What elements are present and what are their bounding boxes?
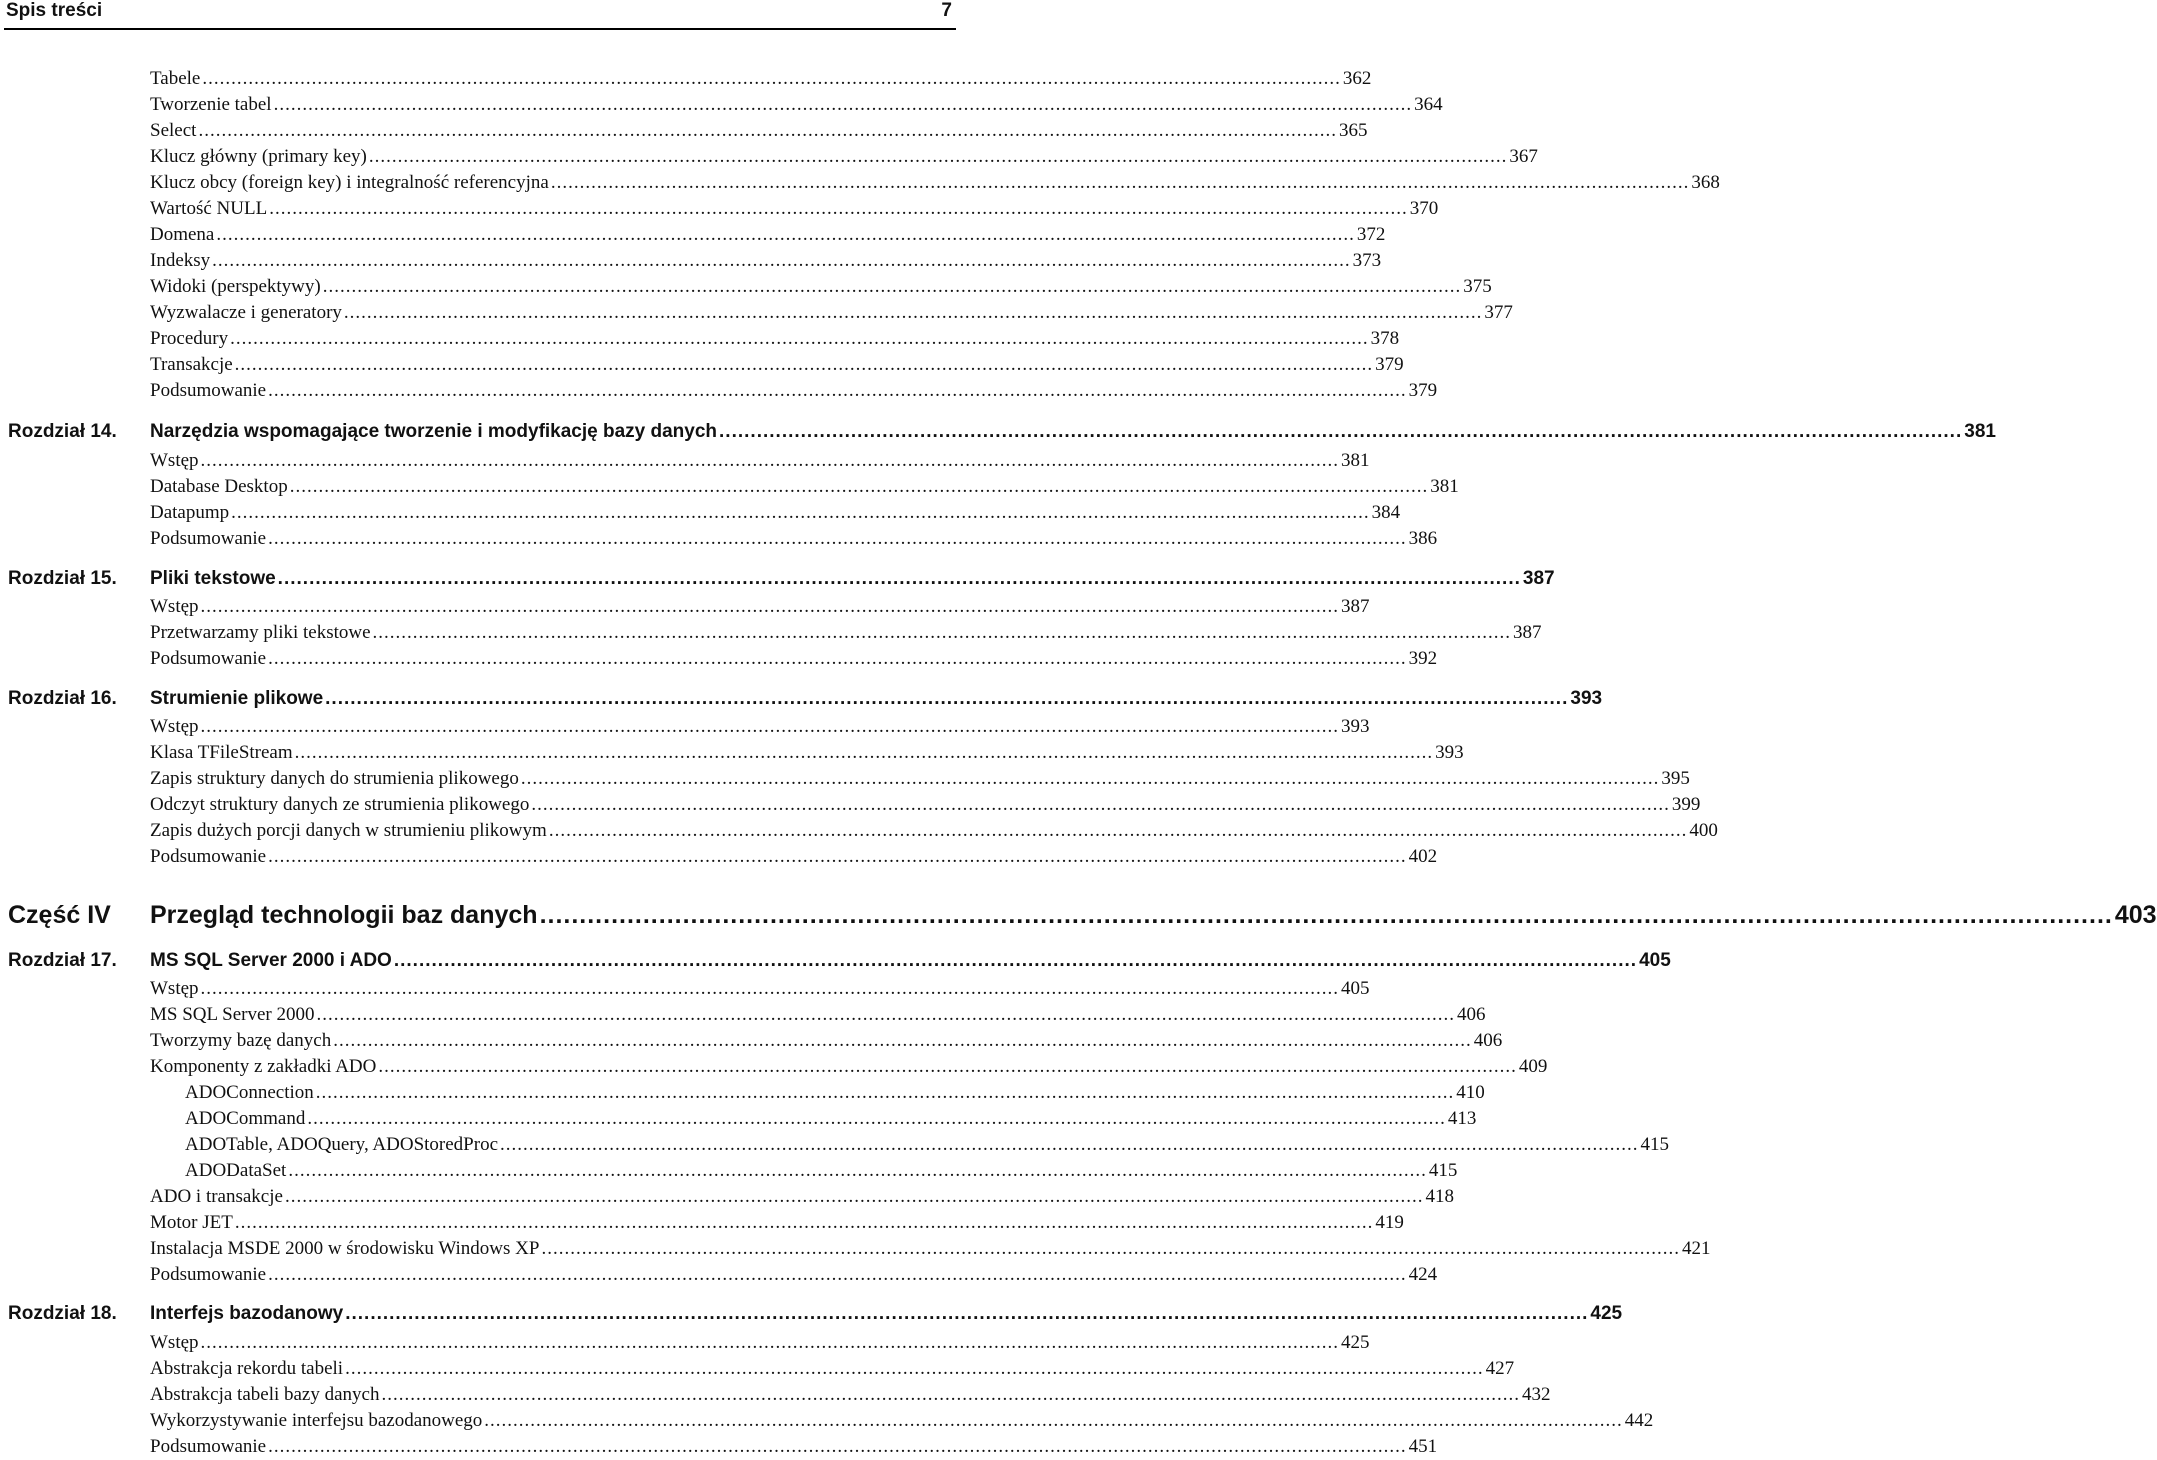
toc-section-entry xyxy=(150,326,1400,352)
entry-title: Domena xyxy=(150,224,215,245)
entry-page-number: 451 xyxy=(1408,1436,1438,1457)
entry-page-number: 381 xyxy=(1964,421,1996,442)
entry-title: Wstęp xyxy=(150,716,199,737)
entry-page-number: 399 xyxy=(1671,794,1701,815)
dot-leader: ...................................................................................................................................................................................................... xyxy=(200,450,1340,471)
entry-page-number: 375 xyxy=(1463,276,1492,297)
entry-page-number: 421 xyxy=(1681,1238,1711,1259)
dot-leader: ...................................................................................................................................................................................................... xyxy=(284,1186,1424,1207)
entry-page-number: 387 xyxy=(1341,596,1370,617)
entry-page-number: 372 xyxy=(1356,224,1386,245)
dot-leader: ...................................................................................................................................................................................................... xyxy=(345,1358,1484,1379)
entry-title: Podsumowanie xyxy=(150,1436,267,1457)
dot-leader: ...................................................................................................................................................................................................... xyxy=(198,120,1337,141)
dot-leader: ...................................................................................................................................................................................................... xyxy=(307,1108,1446,1129)
dot-leader: ...................................................................................................................................................................................................... xyxy=(372,622,1512,643)
entry-title: Procedury xyxy=(150,328,229,349)
toc-section-entry xyxy=(150,474,1459,500)
dot-leader: ...................................................................................................................................................................................................... xyxy=(200,596,1340,617)
dot-leader: ...................................................................................................................................................................................................... xyxy=(719,421,1963,442)
toc-section-entry xyxy=(150,620,1542,646)
entry-page-number: 368 xyxy=(1691,172,1720,193)
entry-title: Instalacja MSDE 2000 w środowisku Windows XP xyxy=(150,1238,540,1259)
toc-section-entry xyxy=(150,274,1492,300)
entry-title: Klucz obcy (foreign key) i integralność referencyjna xyxy=(150,172,549,193)
entry-title: MS SQL Server 2000 xyxy=(150,1004,315,1025)
entry-page-number: 406 xyxy=(1457,1004,1486,1025)
entry-title: ADO i transakcje xyxy=(150,1186,283,1207)
dot-leader: ...................................................................................................................................................................................................... xyxy=(315,1082,1455,1103)
dot-leader: ...................................................................................................................................................................................................... xyxy=(277,568,1521,589)
entry-title: Wyzwalacze i generatory xyxy=(150,302,342,323)
dot-leader: ...................................................................................................................................................................................................... xyxy=(378,1056,1517,1077)
toc-section-entry xyxy=(150,526,1438,552)
entry-page-number: 370 xyxy=(1409,198,1439,219)
toc-section-entry xyxy=(150,170,1720,196)
entry-page-number: 427 xyxy=(1485,1358,1515,1379)
dot-leader: ...................................................................................................................................................................................................... xyxy=(289,476,1429,497)
header-title: Spis treści xyxy=(6,0,103,21)
toc-section-entry xyxy=(150,1356,1515,1382)
entry-number: Rozdział 15. xyxy=(8,568,117,589)
dot-leader: ...................................................................................................................................................................................................... xyxy=(393,950,1638,971)
entry-title: Zapis dużych porcji danych w strumieniu plikowym xyxy=(150,820,547,841)
entry-title: ADOTable, ADOQuery, ADOStoredProc xyxy=(185,1134,498,1155)
dot-leader: ...................................................................................................................................................................................................... xyxy=(539,901,2113,929)
toc-section-entry xyxy=(150,1408,1654,1434)
entry-title: Narzędzia wspomagające tworzenie i modyfikację bazy danych xyxy=(150,421,718,442)
entry-title: Tworzenie tabel xyxy=(150,94,272,115)
toc-chapter-entry xyxy=(8,565,1555,593)
toc-part-entry xyxy=(8,898,2157,932)
entry-title: ADOConnection xyxy=(185,1082,314,1103)
toc-section-entry xyxy=(150,1054,1548,1080)
entry-page-number: 415 xyxy=(1640,1134,1669,1155)
entry-title: Zapis struktury danych do strumienia plikowego xyxy=(150,768,519,789)
dot-leader: ...................................................................................................................................................................................................... xyxy=(381,1384,1520,1405)
dot-leader: ...................................................................................................................................................................................................... xyxy=(268,846,1407,867)
entry-title: Wstęp xyxy=(150,596,199,617)
dot-leader: ...................................................................................................................................................................................................... xyxy=(520,768,1660,789)
dot-leader: ...................................................................................................................................................................................................... xyxy=(322,276,1462,297)
dot-leader: ...................................................................................................................................................................................................... xyxy=(234,354,1374,375)
toc-section-entry xyxy=(150,448,1370,474)
entry-page-number: 419 xyxy=(1375,1212,1404,1233)
entry-page-number: 409 xyxy=(1518,1056,1548,1077)
dot-leader: ...................................................................................................................................................................................................... xyxy=(200,716,1340,737)
entry-title: Przegląd technologii baz danych xyxy=(150,901,538,929)
entry-number: Rozdział 16. xyxy=(8,688,117,709)
entry-page-number: 379 xyxy=(1375,354,1404,375)
entry-title: Podsumowanie xyxy=(150,528,267,549)
dot-leader: ...................................................................................................................................................................................................... xyxy=(231,502,1370,523)
page-header xyxy=(0,0,960,28)
entry-title: Komponenty z zakładki ADO xyxy=(150,1056,377,1077)
entry-page-number: 378 xyxy=(1370,328,1400,349)
dot-leader: ...................................................................................................................................................................................................... xyxy=(333,1030,1472,1051)
toc-section-entry xyxy=(150,1236,1711,1262)
entry-page-number: 424 xyxy=(1408,1264,1438,1285)
dot-leader: ...................................................................................................................................................................................................... xyxy=(484,1410,1623,1431)
entry-title: ADOCommand xyxy=(185,1108,306,1129)
entry-title: Podsumowanie xyxy=(150,648,267,669)
toc-section-entry xyxy=(150,378,1438,404)
entry-page-number: 425 xyxy=(1590,1303,1623,1324)
entry-page-number: 403 xyxy=(2114,901,2157,929)
toc-section-entry xyxy=(150,714,1370,740)
toc-section-entry xyxy=(150,300,1513,326)
dot-leader: ...................................................................................................................................................................................................... xyxy=(200,978,1340,999)
toc-section-entry xyxy=(150,118,1368,144)
entry-title: ADODataSet xyxy=(185,1160,287,1181)
toc-subsection-entry xyxy=(185,1106,1477,1132)
dot-leader: ...................................................................................................................................................................................................... xyxy=(273,94,1413,115)
dot-leader: ...................................................................................................................................................................................................... xyxy=(202,68,1341,89)
entry-page-number: 400 xyxy=(1689,820,1718,841)
toc-section-entry xyxy=(150,844,1438,870)
toc-section-entry xyxy=(150,1434,1438,1460)
dot-leader: ...................................................................................................................................................................................................... xyxy=(345,1303,1589,1324)
entry-title: Interfejs bazodanowy xyxy=(150,1303,344,1324)
toc-chapter-entry xyxy=(8,685,1603,713)
dot-leader: ...................................................................................................................................................................................................... xyxy=(316,1004,1455,1025)
entry-title: Transakcje xyxy=(150,354,233,375)
entry-page-number: 386 xyxy=(1408,528,1438,549)
toc-chapter-entry xyxy=(8,1300,1623,1328)
entry-page-number: 393 xyxy=(1435,742,1464,763)
toc-subsection-entry xyxy=(185,1080,1485,1106)
entry-number: Rozdział 14. xyxy=(8,421,117,442)
entry-title: Wstęp xyxy=(150,1332,199,1353)
entry-page-number: 365 xyxy=(1338,120,1368,141)
toc-section-entry xyxy=(150,1184,1454,1210)
dot-leader: ...................................................................................................................................................................................................... xyxy=(268,528,1407,549)
entry-title: Wstęp xyxy=(150,978,199,999)
header-rule xyxy=(4,28,956,30)
entry-title: Select xyxy=(150,120,197,141)
toc-chapter-entry xyxy=(8,418,1996,446)
entry-page-number: 393 xyxy=(1570,688,1603,709)
entry-page-number: 413 xyxy=(1447,1108,1477,1129)
toc-subsection-entry xyxy=(185,1158,1458,1184)
entry-page-number: 406 xyxy=(1473,1030,1503,1051)
dot-leader: ...................................................................................................................................................................................................... xyxy=(212,250,1351,271)
toc-subsection-entry xyxy=(185,1132,1669,1158)
entry-title: Tworzymy bazę danych xyxy=(150,1030,332,1051)
entry-page-number: 432 xyxy=(1521,1384,1551,1405)
dot-leader: ...................................................................................................................................................................................................... xyxy=(325,688,1569,709)
entry-page-number: 387 xyxy=(1522,568,1555,589)
entry-page-number: 387 xyxy=(1513,622,1542,643)
dot-leader: ...................................................................................................................................................................................................... xyxy=(288,1160,1427,1181)
entry-title: Database Desktop xyxy=(150,476,288,497)
dot-leader: ...................................................................................................................................................................................................... xyxy=(500,1134,1639,1155)
entry-page-number: 410 xyxy=(1456,1082,1485,1103)
dot-leader: ...................................................................................................................................................................................................... xyxy=(268,1264,1407,1285)
dot-leader: ...................................................................................................................................................................................................... xyxy=(368,146,1508,167)
toc-section-entry xyxy=(150,976,1370,1002)
dot-leader: ...................................................................................................................................................................................................... xyxy=(200,1332,1340,1353)
toc-section-entry xyxy=(150,500,1401,526)
dot-leader: ...................................................................................................................................................................................................... xyxy=(268,648,1407,669)
toc-section-entry xyxy=(150,352,1404,378)
dot-leader: ...................................................................................................................................................................................................... xyxy=(548,820,1688,841)
dot-leader: ...................................................................................................................................................................................................... xyxy=(269,198,1408,219)
entry-page-number: 381 xyxy=(1430,476,1459,497)
entry-title: Tabele xyxy=(150,68,201,89)
dot-leader: ...................................................................................................................................................................................................... xyxy=(531,794,1670,815)
entry-title: Przetwarzamy pliki tekstowe xyxy=(150,622,371,643)
dot-leader: ...................................................................................................................................................................................................... xyxy=(268,380,1407,401)
toc-section-entry xyxy=(150,646,1438,672)
entry-title: MS SQL Server 2000 i ADO xyxy=(150,950,392,971)
toc-section-entry xyxy=(150,222,1386,248)
toc-section-entry xyxy=(150,1210,1404,1236)
dot-leader: ...................................................................................................................................................................................................... xyxy=(216,224,1355,245)
entry-page-number: 425 xyxy=(1341,1332,1370,1353)
toc-section-entry xyxy=(150,594,1370,620)
entry-page-number: 362 xyxy=(1342,68,1372,89)
entry-number: Rozdział 18. xyxy=(8,1303,117,1324)
dot-leader: ...................................................................................................................................................................................................... xyxy=(541,1238,1680,1259)
entry-title: Abstrakcja tabeli bazy danych xyxy=(150,1384,380,1405)
entry-title: Abstrakcja rekordu tabeli xyxy=(150,1358,344,1379)
entry-page-number: 367 xyxy=(1509,146,1538,167)
toc-section-entry xyxy=(150,1382,1551,1408)
entry-page-number: 393 xyxy=(1341,716,1370,737)
dot-leader: ...................................................................................................................................................................................................... xyxy=(550,172,1690,193)
toc-section-entry xyxy=(150,66,1372,92)
entry-title: Podsumowanie xyxy=(150,846,267,867)
toc-section-entry xyxy=(150,766,1690,792)
entry-title: Podsumowanie xyxy=(150,380,267,401)
entry-title: Wartość NULL xyxy=(150,198,268,219)
entry-title: Wykorzystywanie interfejsu bazodanowego xyxy=(150,1410,483,1431)
toc-section-entry xyxy=(150,792,1701,818)
toc-section-entry xyxy=(150,92,1443,118)
toc-section-entry xyxy=(150,1002,1486,1028)
entry-title: Pliki tekstowe xyxy=(150,568,276,589)
entry-page-number: 381 xyxy=(1341,450,1370,471)
entry-page-number: 395 xyxy=(1661,768,1690,789)
entry-title: Klasa TFileStream xyxy=(150,742,293,763)
entry-title: Motor JET xyxy=(150,1212,233,1233)
toc-section-entry xyxy=(150,144,1538,170)
toc-section-entry xyxy=(150,740,1464,766)
entry-title: Indeksy xyxy=(150,250,211,271)
entry-page-number: 405 xyxy=(1341,978,1370,999)
entry-title: Wstęp xyxy=(150,450,199,471)
entry-number: Część IV xyxy=(8,901,111,929)
dot-leader: ...................................................................................................................................................................................................... xyxy=(294,742,1434,763)
entry-page-number: 377 xyxy=(1484,302,1513,323)
header-page-number: 7 xyxy=(941,0,952,21)
entry-title: Datapump xyxy=(150,502,230,523)
dot-leader: ...................................................................................................................................................................................................... xyxy=(268,1436,1407,1457)
entry-page-number: 405 xyxy=(1639,950,1671,971)
entry-title: Widoki (perspektywy) xyxy=(150,276,321,297)
toc-section-entry xyxy=(150,1028,1503,1054)
entry-page-number: 373 xyxy=(1352,250,1382,271)
entry-page-number: 442 xyxy=(1624,1410,1654,1431)
toc-section-entry xyxy=(150,248,1382,274)
toc-section-entry xyxy=(150,818,1718,844)
toc-chapter-entry xyxy=(8,947,1671,975)
dot-leader: ...................................................................................................................................................................................................... xyxy=(230,328,1369,349)
entry-page-number: 379 xyxy=(1408,380,1438,401)
toc-section-entry xyxy=(150,1262,1438,1288)
entry-page-number: 384 xyxy=(1371,502,1401,523)
entry-page-number: 402 xyxy=(1408,846,1438,867)
toc-section-entry xyxy=(150,196,1439,222)
dot-leader: ...................................................................................................................................................................................................... xyxy=(234,1212,1374,1233)
entry-title: Odczyt struktury danych ze strumienia plikowego xyxy=(150,794,530,815)
dot-leader: ...................................................................................................................................................................................................... xyxy=(343,302,1483,323)
entry-page-number: 418 xyxy=(1425,1186,1454,1207)
entry-page-number: 364 xyxy=(1414,94,1443,115)
entry-page-number: 392 xyxy=(1408,648,1438,669)
toc-section-entry xyxy=(150,1330,1370,1356)
entry-number: Rozdział 17. xyxy=(8,950,117,971)
entry-title: Strumienie plikowe xyxy=(150,688,324,709)
entry-title: Podsumowanie xyxy=(150,1264,267,1285)
entry-page-number: 415 xyxy=(1428,1160,1458,1181)
entry-title: Klucz główny (primary key) xyxy=(150,146,367,167)
